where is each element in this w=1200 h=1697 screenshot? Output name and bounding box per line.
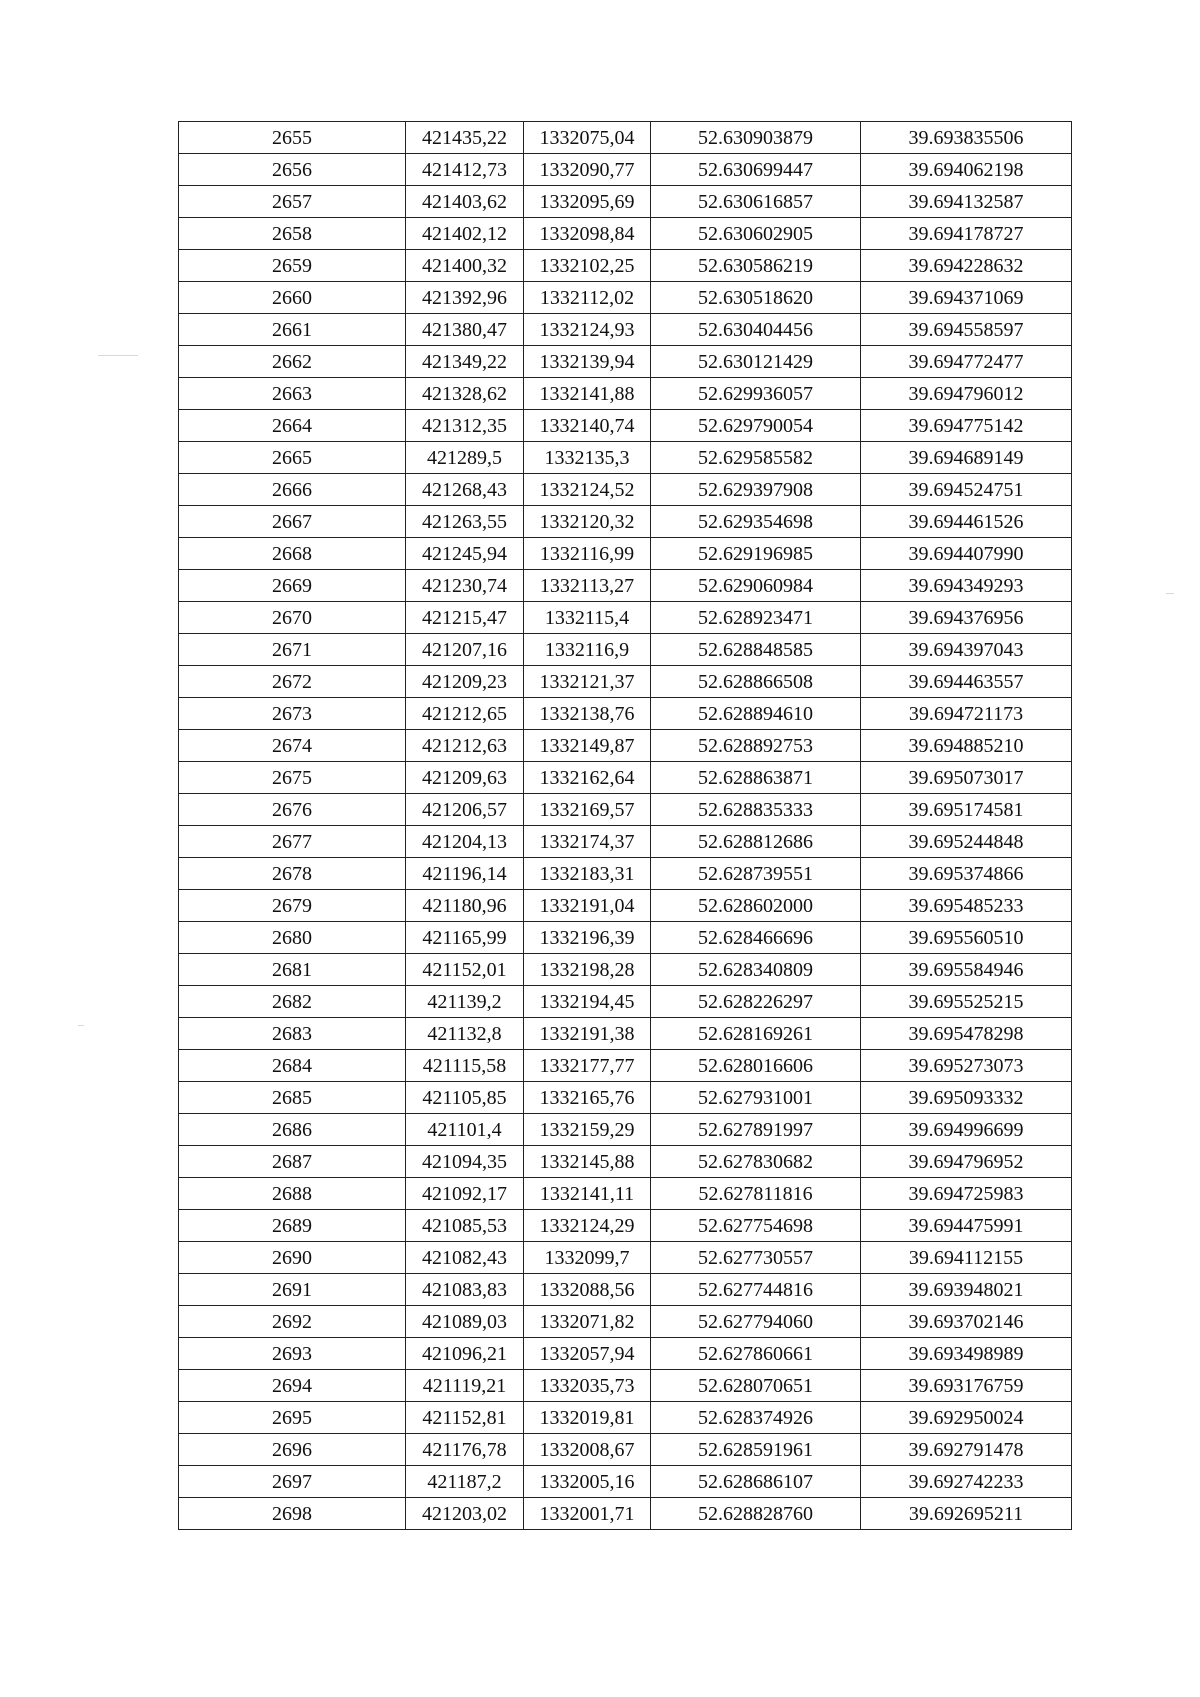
table-row — [179, 154, 1072, 186]
point-number-cell: 2658 — [179, 218, 406, 250]
longitude-cell: 39.693702146 — [861, 1306, 1072, 1338]
y-coordinate-cell: 1332005,16 — [524, 1466, 651, 1498]
longitude-cell: 39.694725983 — [861, 1178, 1072, 1210]
x-coordinate-cell: 421115,58 — [406, 1050, 524, 1082]
y-coordinate-cell: 1332159,29 — [524, 1114, 651, 1146]
y-coordinate-cell: 1332001,71 — [524, 1498, 651, 1530]
longitude-cell: 39.694349293 — [861, 570, 1072, 602]
y-coordinate-cell: 1332075,04 — [524, 122, 651, 154]
point-number-cell: 2674 — [179, 730, 406, 762]
point-number-cell: 2685 — [179, 1082, 406, 1114]
point-number-cell: 2691 — [179, 1274, 406, 1306]
latitude-cell: 52.628828760 — [651, 1498, 861, 1530]
table-row — [179, 1242, 1072, 1274]
longitude-cell: 39.694996699 — [861, 1114, 1072, 1146]
longitude-cell: 39.693498989 — [861, 1338, 1072, 1370]
table-row — [179, 1338, 1072, 1370]
point-number-cell: 2667 — [179, 506, 406, 538]
longitude-cell: 39.694371069 — [861, 282, 1072, 314]
longitude-cell: 39.694228632 — [861, 250, 1072, 282]
x-coordinate-cell: 421152,01 — [406, 954, 524, 986]
scan-speck — [98, 355, 138, 356]
point-number-cell: 2688 — [179, 1178, 406, 1210]
longitude-cell: 39.695374866 — [861, 858, 1072, 890]
table-row — [179, 218, 1072, 250]
x-coordinate-cell: 421083,83 — [406, 1274, 524, 1306]
longitude-cell: 39.694721173 — [861, 698, 1072, 730]
longitude-cell: 39.694689149 — [861, 442, 1072, 474]
longitude-cell: 39.694885210 — [861, 730, 1072, 762]
y-coordinate-cell: 1332162,64 — [524, 762, 651, 794]
scan-speck — [1166, 593, 1174, 594]
x-coordinate-cell: 421089,03 — [406, 1306, 524, 1338]
table-row — [179, 666, 1072, 698]
latitude-cell: 52.628866508 — [651, 666, 861, 698]
x-coordinate-cell: 421203,02 — [406, 1498, 524, 1530]
y-coordinate-cell: 1332112,02 — [524, 282, 651, 314]
x-coordinate-cell: 421132,8 — [406, 1018, 524, 1050]
longitude-cell: 39.695244848 — [861, 826, 1072, 858]
latitude-cell: 52.628923471 — [651, 602, 861, 634]
point-number-cell: 2695 — [179, 1402, 406, 1434]
y-coordinate-cell: 1332121,37 — [524, 666, 651, 698]
table-row — [179, 1082, 1072, 1114]
table-row — [179, 922, 1072, 954]
latitude-cell: 52.627830682 — [651, 1146, 861, 1178]
point-number-cell: 2683 — [179, 1018, 406, 1050]
point-number-cell: 2678 — [179, 858, 406, 890]
x-coordinate-cell: 421101,4 — [406, 1114, 524, 1146]
coordinates-table-body — [179, 122, 1072, 1530]
table-row — [179, 858, 1072, 890]
x-coordinate-cell: 421096,21 — [406, 1338, 524, 1370]
longitude-cell: 39.695560510 — [861, 922, 1072, 954]
latitude-cell: 52.630602905 — [651, 218, 861, 250]
latitude-cell: 52.628739551 — [651, 858, 861, 890]
point-number-cell: 2668 — [179, 538, 406, 570]
x-coordinate-cell: 421403,62 — [406, 186, 524, 218]
table-row — [179, 410, 1072, 442]
table-row — [179, 1050, 1072, 1082]
point-number-cell: 2696 — [179, 1434, 406, 1466]
point-number-cell: 2686 — [179, 1114, 406, 1146]
longitude-cell: 39.695174581 — [861, 794, 1072, 826]
table-row — [179, 506, 1072, 538]
latitude-cell: 52.628602000 — [651, 890, 861, 922]
longitude-cell: 39.694772477 — [861, 346, 1072, 378]
x-coordinate-cell: 421245,94 — [406, 538, 524, 570]
x-coordinate-cell: 421209,63 — [406, 762, 524, 794]
point-number-cell: 2660 — [179, 282, 406, 314]
latitude-cell: 52.630699447 — [651, 154, 861, 186]
x-coordinate-cell: 421082,43 — [406, 1242, 524, 1274]
longitude-cell: 39.694112155 — [861, 1242, 1072, 1274]
coordinates-table — [178, 121, 1072, 1530]
point-number-cell: 2694 — [179, 1370, 406, 1402]
x-coordinate-cell: 421176,78 — [406, 1434, 524, 1466]
table-row — [179, 634, 1072, 666]
table-row — [179, 1370, 1072, 1402]
x-coordinate-cell: 421119,21 — [406, 1370, 524, 1402]
x-coordinate-cell: 421092,17 — [406, 1178, 524, 1210]
y-coordinate-cell: 1332191,38 — [524, 1018, 651, 1050]
x-coordinate-cell: 421187,2 — [406, 1466, 524, 1498]
longitude-cell: 39.694062198 — [861, 154, 1072, 186]
table-row — [179, 538, 1072, 570]
table-row — [179, 794, 1072, 826]
latitude-cell: 52.628340809 — [651, 954, 861, 986]
longitude-cell: 39.694407990 — [861, 538, 1072, 570]
point-number-cell: 2689 — [179, 1210, 406, 1242]
x-coordinate-cell: 421207,16 — [406, 634, 524, 666]
x-coordinate-cell: 421392,96 — [406, 282, 524, 314]
longitude-cell: 39.693176759 — [861, 1370, 1072, 1402]
table-row — [179, 442, 1072, 474]
x-coordinate-cell: 421312,35 — [406, 410, 524, 442]
point-number-cell: 2684 — [179, 1050, 406, 1082]
longitude-cell: 39.695093332 — [861, 1082, 1072, 1114]
x-coordinate-cell: 421328,62 — [406, 378, 524, 410]
y-coordinate-cell: 1332071,82 — [524, 1306, 651, 1338]
latitude-cell: 52.630404456 — [651, 314, 861, 346]
longitude-cell: 39.692695211 — [861, 1498, 1072, 1530]
point-number-cell: 2682 — [179, 986, 406, 1018]
y-coordinate-cell: 1332008,67 — [524, 1434, 651, 1466]
latitude-cell: 52.629397908 — [651, 474, 861, 506]
y-coordinate-cell: 1332191,04 — [524, 890, 651, 922]
table-row — [179, 570, 1072, 602]
point-number-cell: 2659 — [179, 250, 406, 282]
table-row — [179, 826, 1072, 858]
point-number-cell: 2693 — [179, 1338, 406, 1370]
y-coordinate-cell: 1332090,77 — [524, 154, 651, 186]
x-coordinate-cell: 421204,13 — [406, 826, 524, 858]
point-number-cell: 2676 — [179, 794, 406, 826]
point-number-cell: 2671 — [179, 634, 406, 666]
longitude-cell: 39.694775142 — [861, 410, 1072, 442]
point-number-cell: 2681 — [179, 954, 406, 986]
table-row — [179, 1178, 1072, 1210]
latitude-cell: 52.628835333 — [651, 794, 861, 826]
longitude-cell: 39.695478298 — [861, 1018, 1072, 1050]
x-coordinate-cell: 421268,43 — [406, 474, 524, 506]
y-coordinate-cell: 1332165,76 — [524, 1082, 651, 1114]
x-coordinate-cell: 421212,63 — [406, 730, 524, 762]
y-coordinate-cell: 1332116,99 — [524, 538, 651, 570]
latitude-cell: 52.627794060 — [651, 1306, 861, 1338]
longitude-cell: 39.694463557 — [861, 666, 1072, 698]
point-number-cell: 2666 — [179, 474, 406, 506]
table-row — [179, 1018, 1072, 1050]
longitude-cell: 39.694796012 — [861, 378, 1072, 410]
y-coordinate-cell: 1332095,69 — [524, 186, 651, 218]
point-number-cell: 2680 — [179, 922, 406, 954]
latitude-cell: 52.628848585 — [651, 634, 861, 666]
latitude-cell: 52.630616857 — [651, 186, 861, 218]
y-coordinate-cell: 1332194,45 — [524, 986, 651, 1018]
latitude-cell: 52.629060984 — [651, 570, 861, 602]
point-number-cell: 2673 — [179, 698, 406, 730]
latitude-cell: 52.628863871 — [651, 762, 861, 794]
y-coordinate-cell: 1332169,57 — [524, 794, 651, 826]
latitude-cell: 52.628016606 — [651, 1050, 861, 1082]
x-coordinate-cell: 421400,32 — [406, 250, 524, 282]
table-row — [179, 954, 1072, 986]
latitude-cell: 52.628894610 — [651, 698, 861, 730]
point-number-cell: 2690 — [179, 1242, 406, 1274]
y-coordinate-cell: 1332057,94 — [524, 1338, 651, 1370]
latitude-cell: 52.627931001 — [651, 1082, 861, 1114]
latitude-cell: 52.627730557 — [651, 1242, 861, 1274]
table-row — [179, 762, 1072, 794]
x-coordinate-cell: 421212,65 — [406, 698, 524, 730]
longitude-cell: 39.693948021 — [861, 1274, 1072, 1306]
scan-speck — [78, 1025, 84, 1026]
point-number-cell: 2677 — [179, 826, 406, 858]
y-coordinate-cell: 1332120,32 — [524, 506, 651, 538]
x-coordinate-cell: 421435,22 — [406, 122, 524, 154]
point-number-cell: 2697 — [179, 1466, 406, 1498]
table-row — [179, 986, 1072, 1018]
point-number-cell: 2669 — [179, 570, 406, 602]
y-coordinate-cell: 1332177,77 — [524, 1050, 651, 1082]
latitude-cell: 52.629936057 — [651, 378, 861, 410]
latitude-cell: 52.628169261 — [651, 1018, 861, 1050]
table-row — [179, 890, 1072, 922]
longitude-cell: 39.695584946 — [861, 954, 1072, 986]
x-coordinate-cell: 421412,73 — [406, 154, 524, 186]
longitude-cell: 39.692950024 — [861, 1402, 1072, 1434]
x-coordinate-cell: 421215,47 — [406, 602, 524, 634]
longitude-cell: 39.694178727 — [861, 218, 1072, 250]
latitude-cell: 52.627891997 — [651, 1114, 861, 1146]
y-coordinate-cell: 1332099,7 — [524, 1242, 651, 1274]
longitude-cell: 39.695073017 — [861, 762, 1072, 794]
latitude-cell: 52.630903879 — [651, 122, 861, 154]
longitude-cell: 39.692791478 — [861, 1434, 1072, 1466]
table-row — [179, 1466, 1072, 1498]
x-coordinate-cell: 421139,2 — [406, 986, 524, 1018]
y-coordinate-cell: 1332138,76 — [524, 698, 651, 730]
point-number-cell: 2661 — [179, 314, 406, 346]
longitude-cell: 39.693835506 — [861, 122, 1072, 154]
point-number-cell: 2675 — [179, 762, 406, 794]
x-coordinate-cell: 421105,85 — [406, 1082, 524, 1114]
latitude-cell: 52.630518620 — [651, 282, 861, 314]
latitude-cell: 52.627811816 — [651, 1178, 861, 1210]
point-number-cell: 2655 — [179, 122, 406, 154]
table-row — [179, 346, 1072, 378]
y-coordinate-cell: 1332145,88 — [524, 1146, 651, 1178]
latitude-cell: 52.628374926 — [651, 1402, 861, 1434]
longitude-cell: 39.694796952 — [861, 1146, 1072, 1178]
y-coordinate-cell: 1332140,74 — [524, 410, 651, 442]
table-row — [179, 1114, 1072, 1146]
point-number-cell: 2679 — [179, 890, 406, 922]
latitude-cell: 52.628892753 — [651, 730, 861, 762]
point-number-cell: 2672 — [179, 666, 406, 698]
point-number-cell: 2692 — [179, 1306, 406, 1338]
latitude-cell: 52.628686107 — [651, 1466, 861, 1498]
latitude-cell: 52.627860661 — [651, 1338, 861, 1370]
longitude-cell: 39.694524751 — [861, 474, 1072, 506]
x-coordinate-cell: 421206,57 — [406, 794, 524, 826]
point-number-cell: 2662 — [179, 346, 406, 378]
table-row — [179, 730, 1072, 762]
point-number-cell: 2663 — [179, 378, 406, 410]
y-coordinate-cell: 1332198,28 — [524, 954, 651, 986]
longitude-cell: 39.694397043 — [861, 634, 1072, 666]
longitude-cell: 39.692742233 — [861, 1466, 1072, 1498]
latitude-cell: 52.627754698 — [651, 1210, 861, 1242]
latitude-cell: 52.629790054 — [651, 410, 861, 442]
y-coordinate-cell: 1332141,88 — [524, 378, 651, 410]
y-coordinate-cell: 1332149,87 — [524, 730, 651, 762]
latitude-cell: 52.628591961 — [651, 1434, 861, 1466]
x-coordinate-cell: 421402,12 — [406, 218, 524, 250]
longitude-cell: 39.695525215 — [861, 986, 1072, 1018]
y-coordinate-cell: 1332116,9 — [524, 634, 651, 666]
table-row — [179, 378, 1072, 410]
x-coordinate-cell: 421196,14 — [406, 858, 524, 890]
y-coordinate-cell: 1332124,93 — [524, 314, 651, 346]
x-coordinate-cell: 421085,53 — [406, 1210, 524, 1242]
table-row — [179, 474, 1072, 506]
table-row — [179, 314, 1072, 346]
longitude-cell: 39.695273073 — [861, 1050, 1072, 1082]
x-coordinate-cell: 421152,81 — [406, 1402, 524, 1434]
table-row — [179, 602, 1072, 634]
latitude-cell: 52.629585582 — [651, 442, 861, 474]
table-row — [179, 250, 1072, 282]
longitude-cell: 39.694461526 — [861, 506, 1072, 538]
latitude-cell: 52.628226297 — [651, 986, 861, 1018]
table-row — [179, 1306, 1072, 1338]
x-coordinate-cell: 421349,22 — [406, 346, 524, 378]
latitude-cell: 52.628812686 — [651, 826, 861, 858]
y-coordinate-cell: 1332035,73 — [524, 1370, 651, 1402]
x-coordinate-cell: 421209,23 — [406, 666, 524, 698]
x-coordinate-cell: 421165,99 — [406, 922, 524, 954]
table-row — [179, 1210, 1072, 1242]
x-coordinate-cell: 421180,96 — [406, 890, 524, 922]
longitude-cell: 39.694132587 — [861, 186, 1072, 218]
y-coordinate-cell: 1332183,31 — [524, 858, 651, 890]
y-coordinate-cell: 1332135,3 — [524, 442, 651, 474]
point-number-cell: 2670 — [179, 602, 406, 634]
latitude-cell: 52.630121429 — [651, 346, 861, 378]
point-number-cell: 2698 — [179, 1498, 406, 1530]
y-coordinate-cell: 1332088,56 — [524, 1274, 651, 1306]
table-row — [179, 1146, 1072, 1178]
latitude-cell: 52.629354698 — [651, 506, 861, 538]
point-number-cell: 2665 — [179, 442, 406, 474]
y-coordinate-cell: 1332019,81 — [524, 1402, 651, 1434]
longitude-cell: 39.695485233 — [861, 890, 1072, 922]
x-coordinate-cell: 421094,35 — [406, 1146, 524, 1178]
y-coordinate-cell: 1332115,4 — [524, 602, 651, 634]
latitude-cell: 52.628466696 — [651, 922, 861, 954]
y-coordinate-cell: 1332196,39 — [524, 922, 651, 954]
table-row — [179, 1498, 1072, 1530]
latitude-cell: 52.627744816 — [651, 1274, 861, 1306]
longitude-cell: 39.694558597 — [861, 314, 1072, 346]
longitude-cell: 39.694376956 — [861, 602, 1072, 634]
x-coordinate-cell: 421263,55 — [406, 506, 524, 538]
y-coordinate-cell: 1332098,84 — [524, 218, 651, 250]
point-number-cell: 2687 — [179, 1146, 406, 1178]
latitude-cell: 52.630586219 — [651, 250, 861, 282]
y-coordinate-cell: 1332113,27 — [524, 570, 651, 602]
x-coordinate-cell: 421230,74 — [406, 570, 524, 602]
latitude-cell: 52.628070651 — [651, 1370, 861, 1402]
table-row — [179, 282, 1072, 314]
point-number-cell: 2664 — [179, 410, 406, 442]
y-coordinate-cell: 1332124,52 — [524, 474, 651, 506]
table-row — [179, 698, 1072, 730]
longitude-cell: 39.694475991 — [861, 1210, 1072, 1242]
y-coordinate-cell: 1332174,37 — [524, 826, 651, 858]
y-coordinate-cell: 1332141,11 — [524, 1178, 651, 1210]
table-row — [179, 186, 1072, 218]
point-number-cell: 2657 — [179, 186, 406, 218]
y-coordinate-cell: 1332124,29 — [524, 1210, 651, 1242]
table-row — [179, 1402, 1072, 1434]
y-coordinate-cell: 1332139,94 — [524, 346, 651, 378]
table-row — [179, 1274, 1072, 1306]
y-coordinate-cell: 1332102,25 — [524, 250, 651, 282]
latitude-cell: 52.629196985 — [651, 538, 861, 570]
table-row — [179, 1434, 1072, 1466]
point-number-cell: 2656 — [179, 154, 406, 186]
x-coordinate-cell: 421289,5 — [406, 442, 524, 474]
x-coordinate-cell: 421380,47 — [406, 314, 524, 346]
table-row — [179, 122, 1072, 154]
